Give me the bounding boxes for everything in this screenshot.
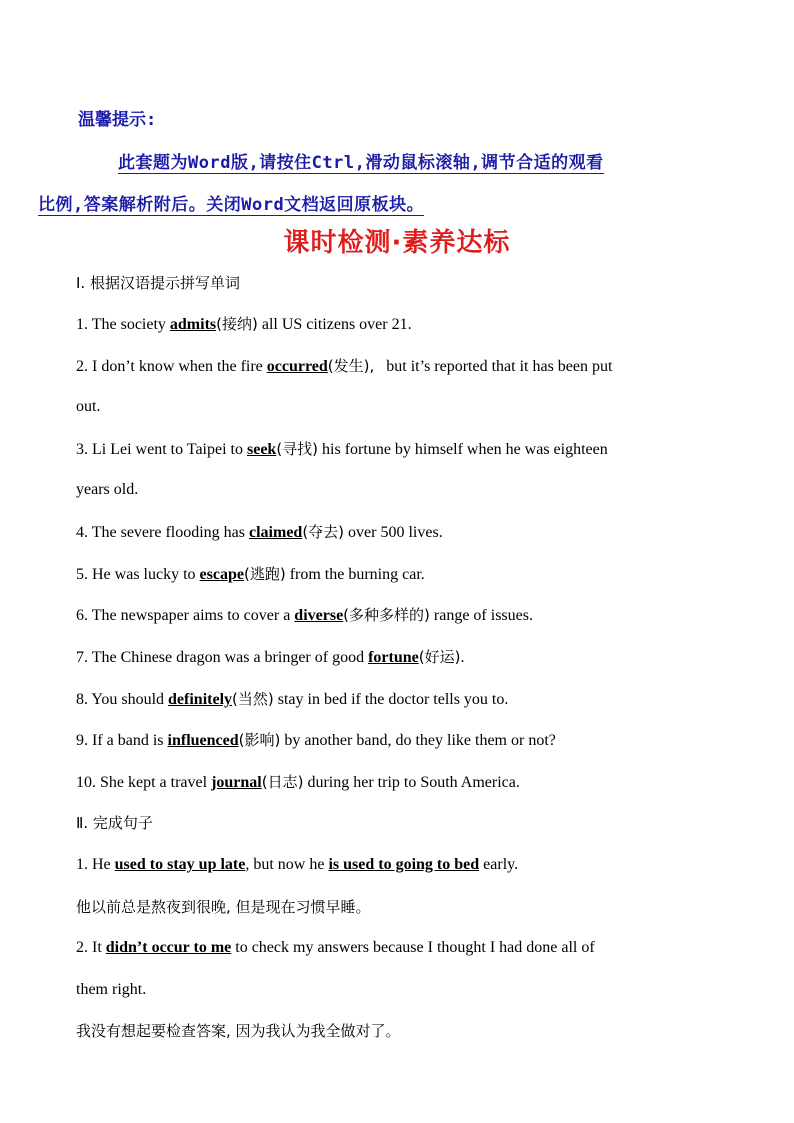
item-2-cont: out. — [76, 398, 101, 415]
page-title: 课时检测·素养达标 — [283, 228, 511, 258]
item-3-cont: years old. — [76, 481, 139, 498]
answer-10: journal — [211, 774, 262, 791]
item-7: 7. The Chinese dragon was a bringer of good fortune(好运). — [76, 648, 465, 666]
hint-line-1: 此套题为Word版,请按住Ctrl,滑动鼠标滚轴,调节合适的观看 — [118, 153, 604, 173]
item-8: 8. You should definitely(当然) stay in bed if the doctor tells you to. — [76, 690, 509, 708]
sentence-1-translation: 他以前总是熬夜到很晚, 但是现在习惯早睡。 — [76, 898, 371, 916]
answer-3: seek — [247, 441, 277, 458]
sentence-2-translation: 我没有想起要检查答案, 因为我认为我全做对了。 — [76, 1022, 401, 1040]
item-5: 5. He was lucky to escape(逃跑) from the burning car. — [76, 565, 425, 583]
sentence-2-cont: them right. — [76, 981, 147, 998]
item-3: 3. Li Lei went to Taipei to seek(寻找) his fortune by himself when he was eighteen — [76, 440, 608, 458]
sentence-2: 2. It didn’t occur to me to check my answers because I thought I had done all of — [76, 939, 595, 956]
section-2-heading: Ⅱ. 完成句子 — [76, 814, 153, 832]
answer-2: occurred — [266, 358, 328, 375]
sentence-2-answer: didn’t occur to me — [105, 939, 232, 956]
answer-5: escape — [199, 566, 244, 583]
item-9: 9. If a band is influenced(影响) by another band, do they like them or not? — [76, 731, 556, 749]
answer-9: influenced — [167, 732, 239, 749]
item-1: 1. The society admits(接纳) all US citizens over 21. — [76, 315, 412, 333]
hint-title: 温馨提示: — [78, 110, 157, 130]
sentence-1: 1. He used to stay up late, but now he is used to going to bed early. — [76, 856, 519, 873]
item-6: 6. The newspaper aims to cover a diverse(多种多样的) range of issues. — [76, 606, 533, 624]
sentence-1-answer-2: is used to going to bed — [328, 856, 480, 873]
answer-7: fortune — [368, 649, 419, 666]
section-1-heading: Ⅰ. 根据汉语提示拼写单词 — [76, 274, 240, 292]
answer-8: definitely — [168, 691, 233, 708]
answer-4: claimed — [249, 524, 303, 541]
hint-body — [38, 142, 723, 226]
item-10: 10. She kept a travel journal(日志) during her trip to South America. — [76, 773, 520, 791]
item-2: 2. I don’t know when the fire occurred(发生), but it’s reported that it has been put — [76, 357, 613, 375]
answer-6: diverse — [294, 607, 344, 624]
hint-line-2: 比例,答案解析附后。关闭Word文档返回原板块。 — [38, 195, 425, 215]
item-4: 4. The severe flooding has claimed(夺去) over 500 lives. — [76, 523, 443, 541]
sentence-1-answer-1: used to stay up late — [114, 856, 246, 873]
answer-1: admits — [169, 316, 217, 333]
